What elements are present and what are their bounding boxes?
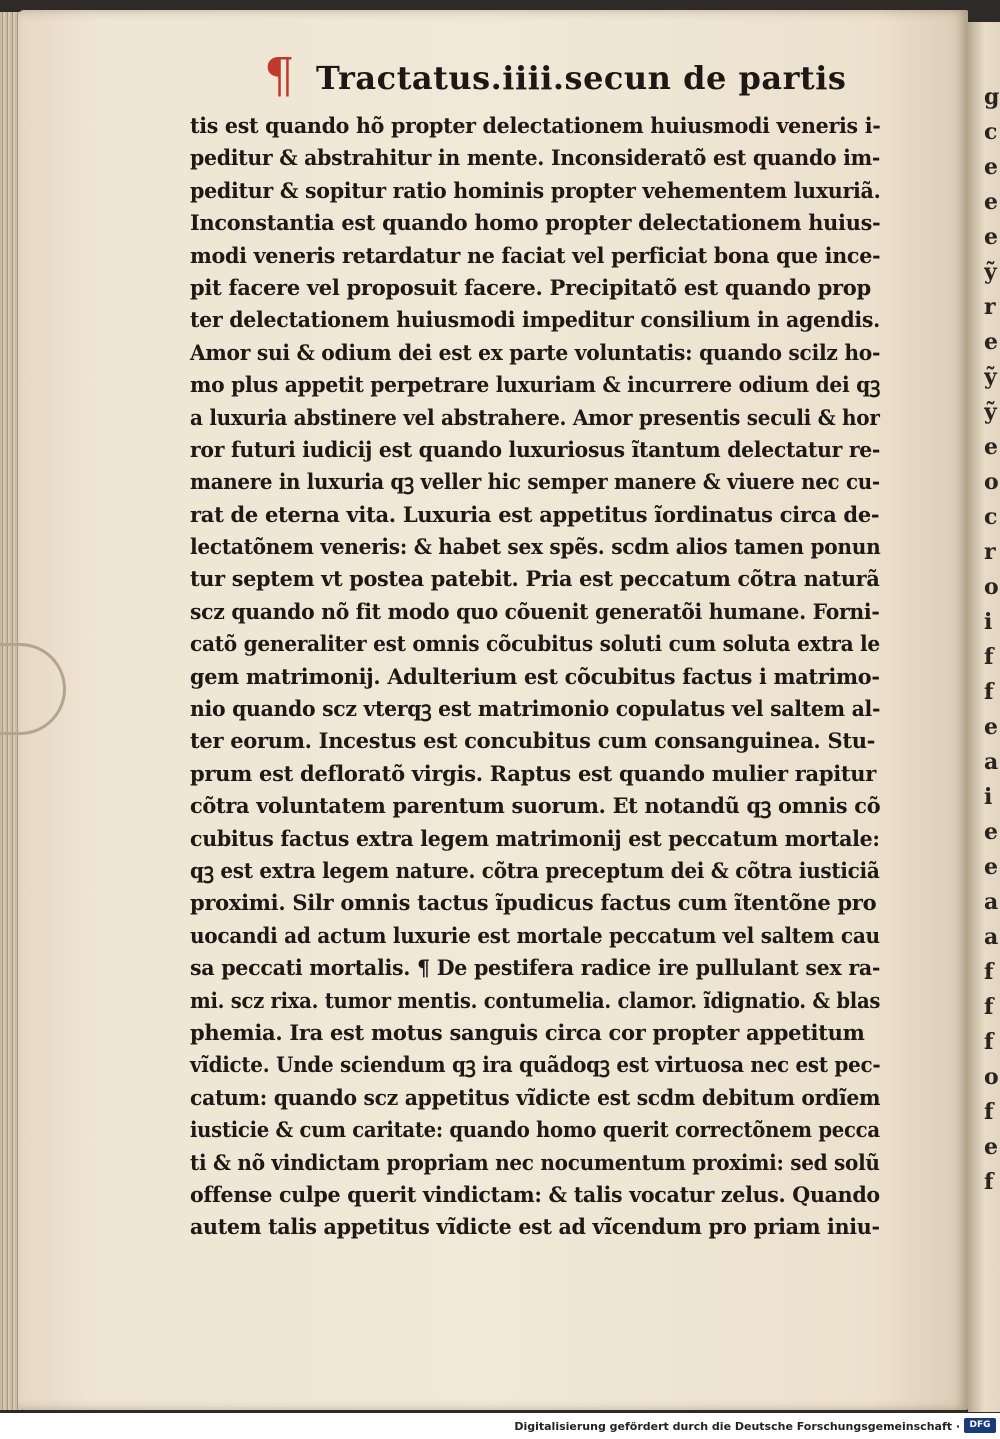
text-line: ti & nõ vindictam propriam nec nocumentum proximi: sed solũ — [190, 1149, 880, 1175]
text-line: gem matrimonij. Adulterium est cõcubitus factus i matrimo- — [190, 663, 880, 689]
facing-page-fragment: e — [984, 329, 998, 355]
facing-page-fragment: e — [984, 1134, 998, 1160]
facing-page-fragment: f — [984, 679, 994, 705]
text-line: sa peccati mortalis. ¶ De pestifera radice ire pullulant sex ra- — [190, 955, 881, 981]
text-line: mo plus appetit perpetrare luxuriam & incurrere odium dei qꝫ — [190, 372, 881, 398]
text-line: tur septem vt postea patebit. Pria est peccatum cõtra naturã — [190, 566, 880, 592]
footer-bar — [0, 1413, 1000, 1439]
rubricated-pilcrow-icon: ¶ — [264, 48, 295, 104]
facing-page-fragment: e — [984, 154, 998, 180]
text-line: lectatõnem veneris: & habet sex spẽs. scdm alios tamen ponun — [190, 534, 881, 560]
facing-page-fragment: o — [984, 574, 999, 600]
facing-page-fragment: e — [984, 854, 998, 880]
facing-page-fragment: o — [984, 469, 999, 495]
facing-page-fragment: c — [984, 504, 998, 530]
running-header — [264, 48, 864, 106]
facing-page-fragment: i — [984, 784, 993, 810]
facing-page-fragment: r — [984, 294, 996, 320]
text-line: catõ generaliter est omnis cõcubitus soluti cum soluta extra le — [190, 631, 880, 657]
facing-page-fragments — [984, 80, 1000, 1380]
text-line: Amor sui & odium dei est ex parte voluntatis: quando scilz ho- — [190, 339, 881, 365]
text-line: tis est quando hõ propter delectationem huiusmodi veneris i- — [190, 113, 881, 138]
text-line: autem talis appetitus vĩdicte est ad vĩcendum pro priam iniu- — [190, 1214, 880, 1240]
facing-page-fragment: c — [984, 119, 998, 145]
text-line: catum: quando scz appetitus vĩdicte est scdm debitum ordĩem — [190, 1084, 881, 1110]
text-line: ter delectationem huiusmodi impeditur consilium in agendis. — [190, 307, 880, 333]
text-line: manere in luxuria qꝫ veller hic semper manere & viuere nec cu- — [190, 469, 880, 495]
facing-page-fragment: f — [984, 959, 994, 985]
text-line: iusticie & cum caritate: quando homo querit correctõnem pecca — [190, 1117, 880, 1143]
facing-page-fragment: f — [984, 994, 994, 1020]
text-line: ter eorum. Incestus est concubitus cum consanguinea. Stu- — [190, 728, 876, 754]
text-column — [190, 110, 880, 1244]
facing-page-fragment: ỹ — [984, 399, 997, 425]
facing-page-fragment: i — [984, 609, 993, 635]
text-line: a luxuria abstinere vel abstrahere. Amor presentis seculi & hor — [190, 404, 880, 430]
text-line: vĩdicte. Unde sciendum qꝫ ira quãdoqꝫ est virtuosa nec est pec- — [190, 1052, 881, 1078]
facing-page-fragment: e — [984, 714, 998, 740]
facing-page-fragment: f — [984, 644, 994, 670]
facing-page-fragment: o — [984, 1064, 999, 1090]
text-line: proximi. Silr omnis tactus ĩpudicus factus cum ĩtentõne pro — [190, 890, 877, 916]
facing-page-fragment: ỹ — [984, 364, 997, 390]
facing-page-fragment: e — [984, 224, 998, 250]
text-line: ror futuri iudicij est quando luxuriosus ĩtantum delectatur re- — [190, 436, 881, 462]
text-line: uocandi ad actum luxurie est mortale peccatum vel saltem cau — [190, 922, 880, 948]
facing-page-fragment: a — [984, 749, 999, 775]
facing-page-fragment: f — [984, 1029, 994, 1055]
facing-page-fragment: e — [984, 189, 998, 215]
text-line: Inconstantia est quando homo propter delectationem huius- — [190, 210, 881, 236]
facing-page-fragment: e — [984, 819, 998, 845]
text-line: qꝫ est extra legem nature. cõtra preceptum dei & cõtra iusticiã — [190, 857, 880, 883]
facing-page-fragment: a — [984, 924, 999, 950]
dfg-logo: DFG — [964, 1418, 996, 1433]
text-line: cõtra voluntatem parentum suorum. Et notandũ qꝫ omnis cõ — [190, 793, 881, 819]
text-line: modi veneris retardatur ne faciat vel perficiat bona que ince- — [190, 242, 881, 268]
facing-page-fragment: r — [984, 539, 996, 565]
facing-page-fragment: g — [984, 84, 1000, 110]
facing-page-fragment: e — [984, 434, 998, 460]
facing-page-fragment: ỹ — [984, 259, 997, 285]
footer-credit: Digitalisierung gefördert durch die Deutsche Forschungsgemeinschaft · — [514, 1420, 960, 1433]
text-line: peditur & sopitur ratio hominis propter vehementem luxuriã. — [190, 177, 881, 203]
facing-page-fragment: f — [984, 1169, 994, 1195]
text-line: nio quando scz vterqꝫ est matrimonio copulatus vel saltem al- — [190, 696, 881, 722]
text-line: offense culpe querit vindictam: & talis vocatur zelus. Quando — [190, 1181, 880, 1207]
text-line: rat de eterna vita. Luxuria est appetitus ĩordinatus circa de- — [190, 501, 880, 527]
text-line: scz quando nõ fit modo quo cõuenit generatõi humane. Forni- — [190, 598, 880, 624]
facing-page-fragment: a — [984, 889, 999, 915]
text-line: peditur & abstrahitur in mente. Inconsideratõ est quando im- — [190, 145, 881, 171]
header-title: Tractatus.iiii.secun de partis — [316, 59, 847, 97]
text-line: pit facere vel proposuit facere. Precipitatõ est quando prop — [190, 274, 871, 300]
text-line: mi. scz rixa. tumor mentis. contumelia. clamor. ĩdignatio. & blas — [190, 987, 881, 1013]
facing-page-fragment: f — [984, 1099, 994, 1125]
text-line: phemia. Ira est motus sanguis circa cor propter appetitum — [190, 1019, 865, 1045]
text-line: prum est defloratõ virgis. Raptus est quando mulier rapitur — [190, 760, 877, 786]
text-line: cubitus factus extra legem matrimonij est peccatum mortale: — [190, 825, 880, 851]
